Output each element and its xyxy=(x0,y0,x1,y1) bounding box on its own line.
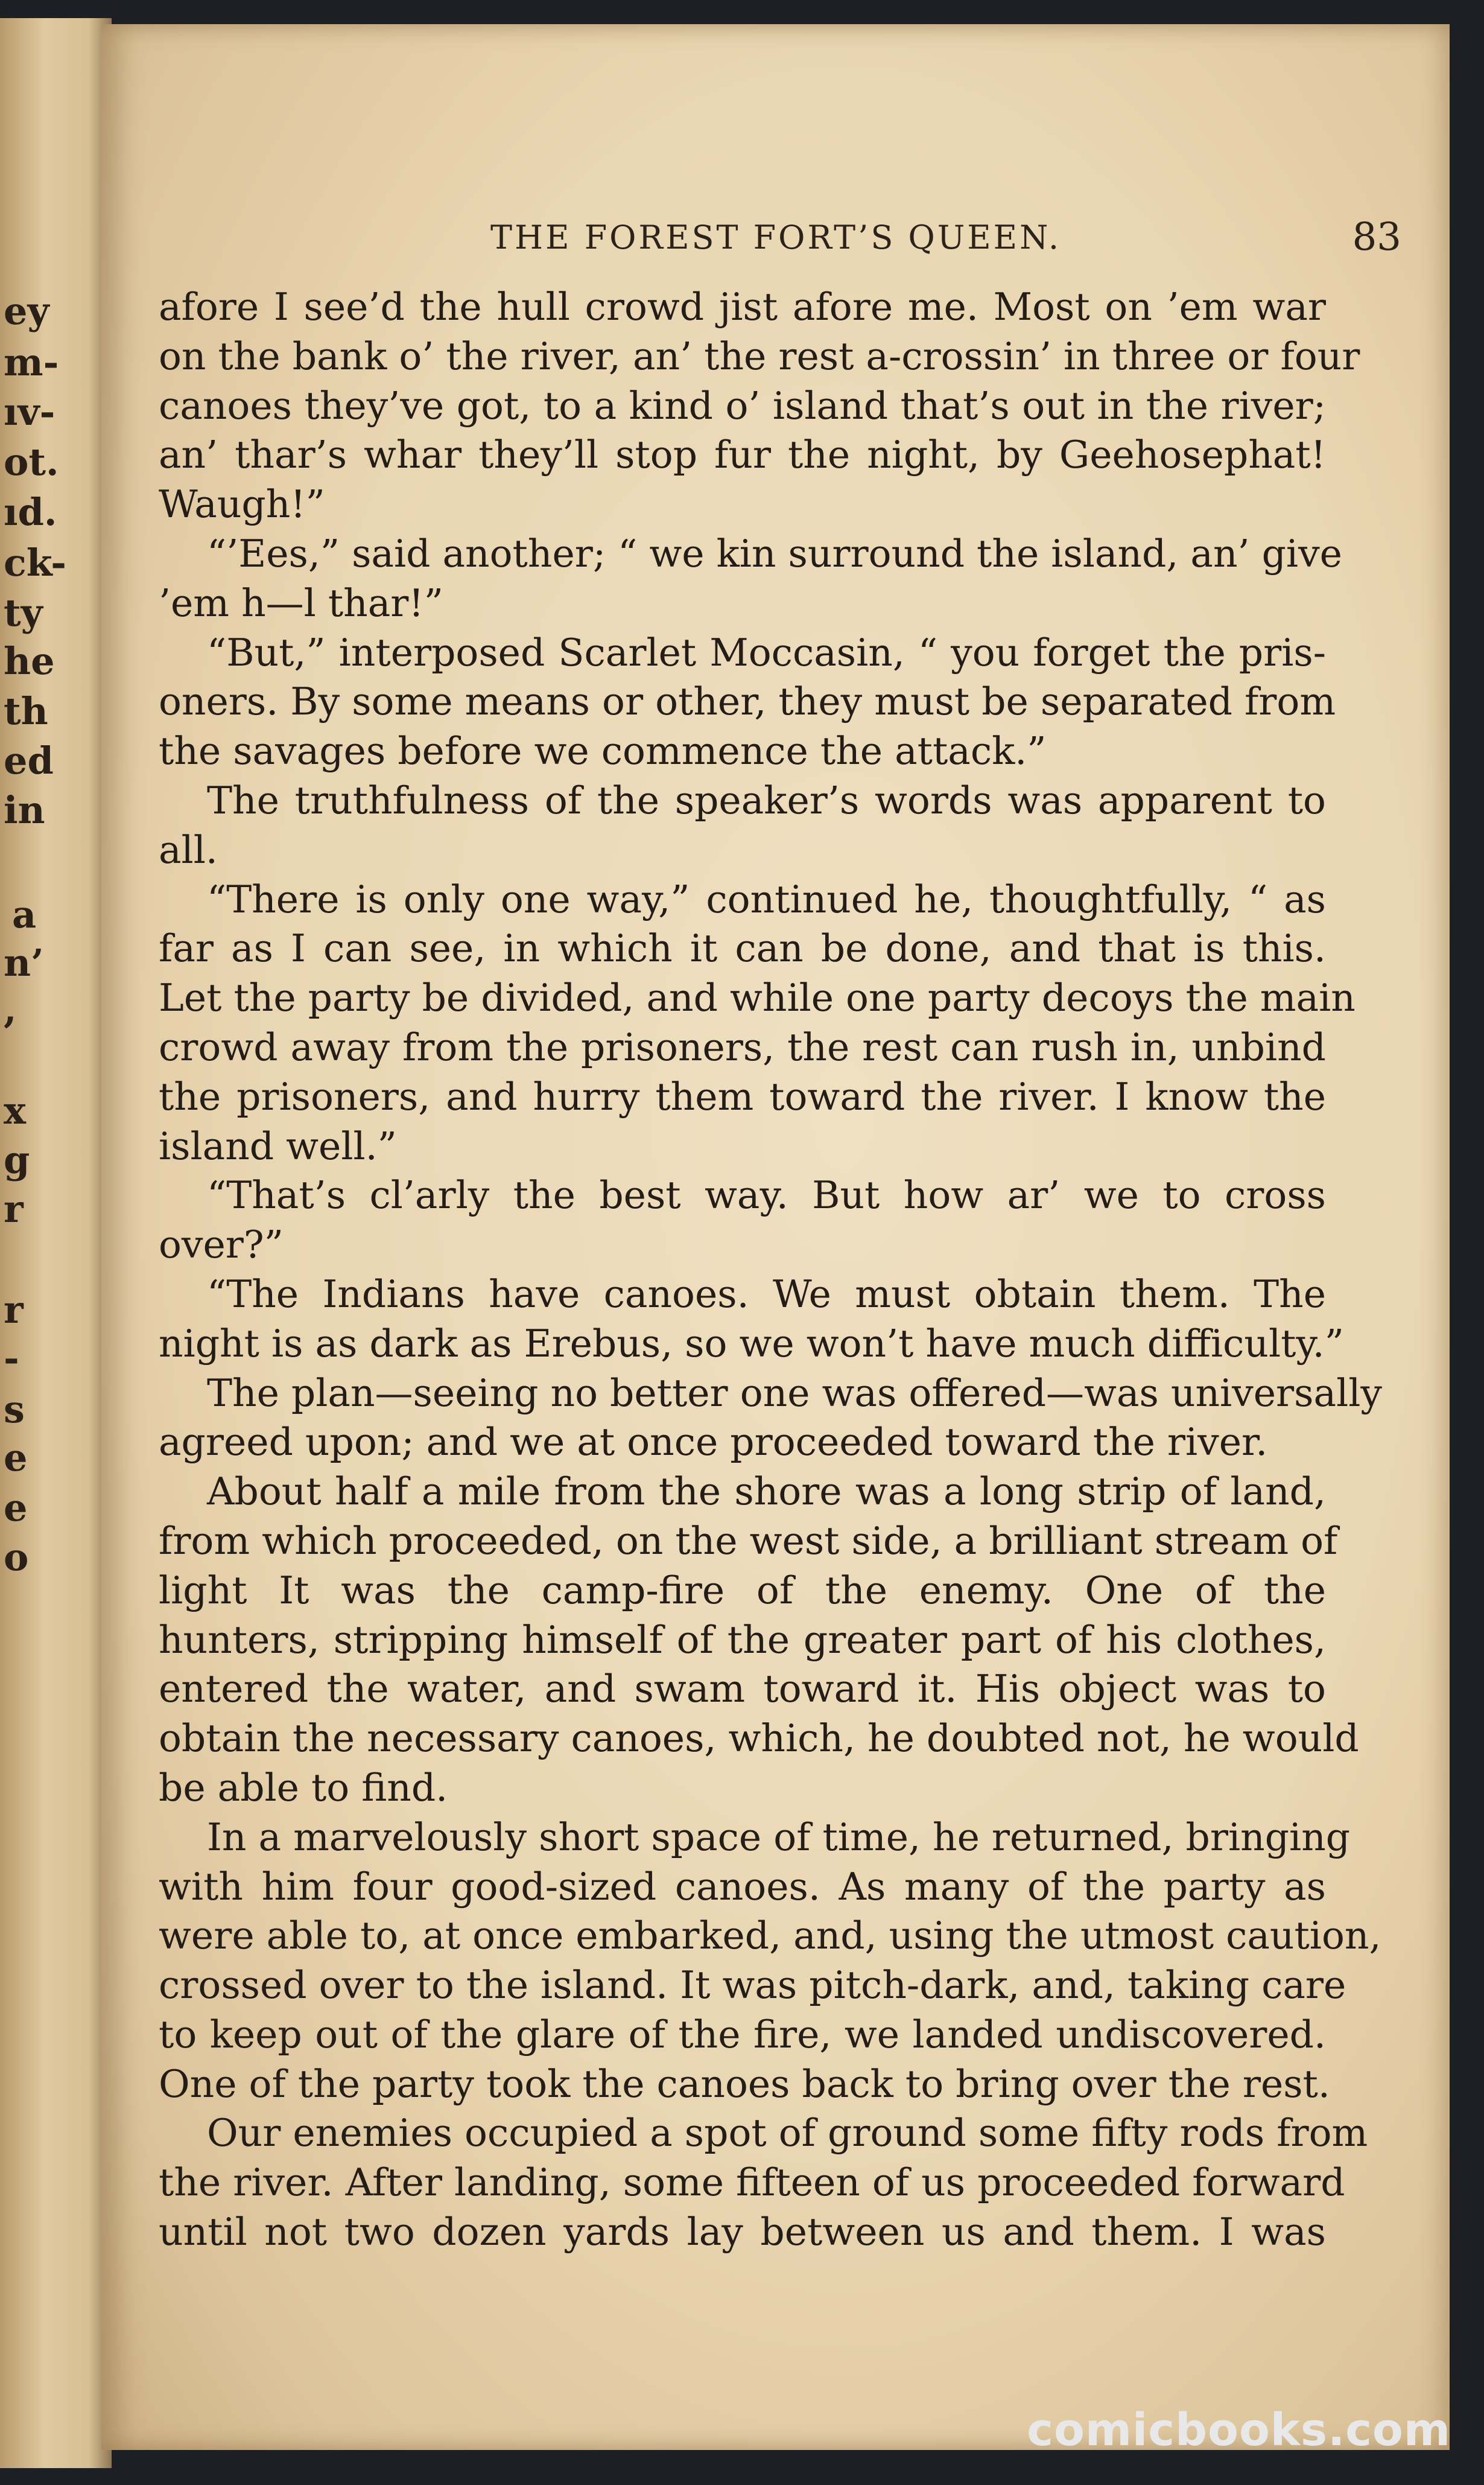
left-page-fragment: e xyxy=(4,1486,28,1530)
text-line: island well.” xyxy=(159,1124,397,1168)
text-line: to keep out of the glare of the fire, we landed undiscovered. xyxy=(159,2012,1326,2057)
text-line: until not two dozen yards lay between us and them. I was xyxy=(159,2210,1326,2254)
text-line: The truthfulness of the speaker’s words was apparent to xyxy=(207,778,1326,822)
left-page-fragment: ey xyxy=(4,289,49,333)
left-page-fragment: ot. xyxy=(4,440,59,484)
left-page-fragment: s xyxy=(4,1387,25,1431)
text-line: agreed upon; and we at once proceeded toward the river. xyxy=(159,1420,1268,1465)
watermark-dot: . xyxy=(1328,2404,1346,2456)
text-line: an’ thar’s whar they’ll stop fur the night, by Geehosephat! xyxy=(159,433,1326,477)
text-line: In a marvelously short space of time, he returned, bringing xyxy=(207,1815,1351,1859)
text-line: “There is only one way,” continued he, thoughtfully, “ as xyxy=(207,877,1326,921)
left-page-fragment: , xyxy=(4,987,17,1031)
text-line: the savages before we commence the attack.” xyxy=(159,729,1047,774)
text-line: entered the water, and swam toward it. His object was to xyxy=(159,1667,1326,1711)
text-line: crossed over to the island. It was pitch-dark, and, taking care xyxy=(159,1963,1346,2008)
left-page-fragment: a xyxy=(12,892,37,937)
text-line: on the bank o’ the river, an’ the rest a-crossin’ in three or four xyxy=(159,334,1360,378)
left-page-fragment: e xyxy=(4,1436,28,1480)
left-page-fragment: g xyxy=(4,1138,30,1182)
left-page-fragment: ıv- xyxy=(4,390,55,434)
left-page-fragment: o xyxy=(4,1535,29,1579)
text-line: the river. After landing, some fifteen of us proceeded forward xyxy=(159,2160,1345,2205)
left-page-fragment: in xyxy=(4,788,45,832)
left-page-fragment: ck- xyxy=(4,541,66,585)
left-page-fragment: - xyxy=(4,1336,19,1380)
page-header xyxy=(490,215,1407,267)
left-page-fragment: ed xyxy=(4,739,54,783)
text-line: Waugh!” xyxy=(159,482,325,527)
text-line: ’em h—l thar!” xyxy=(159,581,443,625)
text-line: “That’s cl’arly the best way. But how ar’ we to cross xyxy=(207,1173,1326,1218)
text-line: afore I see’d the hull crowd jist afore me. Most on ’em war xyxy=(159,285,1326,329)
text-line: far as I can see, in which it can be done, and that is this. xyxy=(159,926,1326,971)
text-line: crowd away from the prisoners, the rest can rush in, unbind xyxy=(159,1025,1326,1069)
text-line: night is as dark as Erebus, so we won’t have much difficulty.” xyxy=(159,1321,1344,1366)
text-line: all. xyxy=(159,827,218,872)
text-line: About half a mile from the shore was a long strip of land, xyxy=(207,1469,1326,1514)
running-head: THE FOREST FORT’S QUEEN. xyxy=(490,218,1062,256)
left-page-fragment: he xyxy=(4,639,55,683)
text-line: from which proceeded, on the west side, a brilliant stream of xyxy=(159,1518,1338,1563)
left-page-fragment: r xyxy=(4,1187,24,1231)
left-page-fragment: n’ xyxy=(4,941,44,985)
text-line: canoes they’ve got, to a kind o’ island that’s out in the river; xyxy=(159,383,1326,428)
body-text xyxy=(159,282,1382,2257)
text-line: with him four good-sized canoes. As many of the party as xyxy=(159,1864,1326,1909)
text-line: oners. By some means or other, they must be separated from xyxy=(159,679,1336,724)
left-page-fragment: x xyxy=(4,1089,26,1133)
text-line: “The Indians have canoes. We must obtain them. The xyxy=(207,1271,1326,1316)
text-line: The plan—seeing no better one was offered—was universally xyxy=(207,1370,1382,1415)
left-page-fragment: r xyxy=(4,1288,24,1332)
text-line: Our enemies occupied a spot of ground some fifty rods from xyxy=(207,2111,1368,2156)
left-page-fragment: th xyxy=(4,689,48,733)
text-line: the prisoners, and hurry them toward the river. I know the xyxy=(159,1074,1326,1119)
left-page-fragment: m- xyxy=(4,340,59,384)
text-line: be able to find. xyxy=(159,1765,448,1810)
text-line: obtain the necessary canoes, which, he doubted not, he would xyxy=(159,1716,1359,1761)
watermark xyxy=(1027,2404,1451,2456)
text-line: One of the party took the canoes back to bring over the rest. xyxy=(159,2061,1330,2106)
text-line: Let the party be divided, and while one party decoys the main xyxy=(159,976,1356,1020)
left-page-fragment: ıd. xyxy=(4,490,57,534)
left-page-fragment: ty xyxy=(4,591,43,635)
previous-page-edge xyxy=(0,18,112,2468)
page-number: 83 xyxy=(1352,215,1401,259)
text-line: over?” xyxy=(159,1223,284,1267)
text-line: light It was the camp-fire of the enemy. One of the xyxy=(159,1568,1326,1612)
text-line: “But,” interposed Scarlet Moccasin, “ you forget the pris- xyxy=(207,630,1326,675)
text-line: hunters, stripping himself of the greater part of his clothes, xyxy=(159,1617,1326,1662)
watermark-tld: com xyxy=(1345,2404,1451,2456)
text-line: were able to, at once embarked, and, using the utmost caution, xyxy=(159,1914,1381,1958)
text-line: “’Ees,” said another; “ we kin surround the island, an’ give xyxy=(207,531,1342,576)
watermark-name: comicbooks xyxy=(1027,2404,1328,2456)
